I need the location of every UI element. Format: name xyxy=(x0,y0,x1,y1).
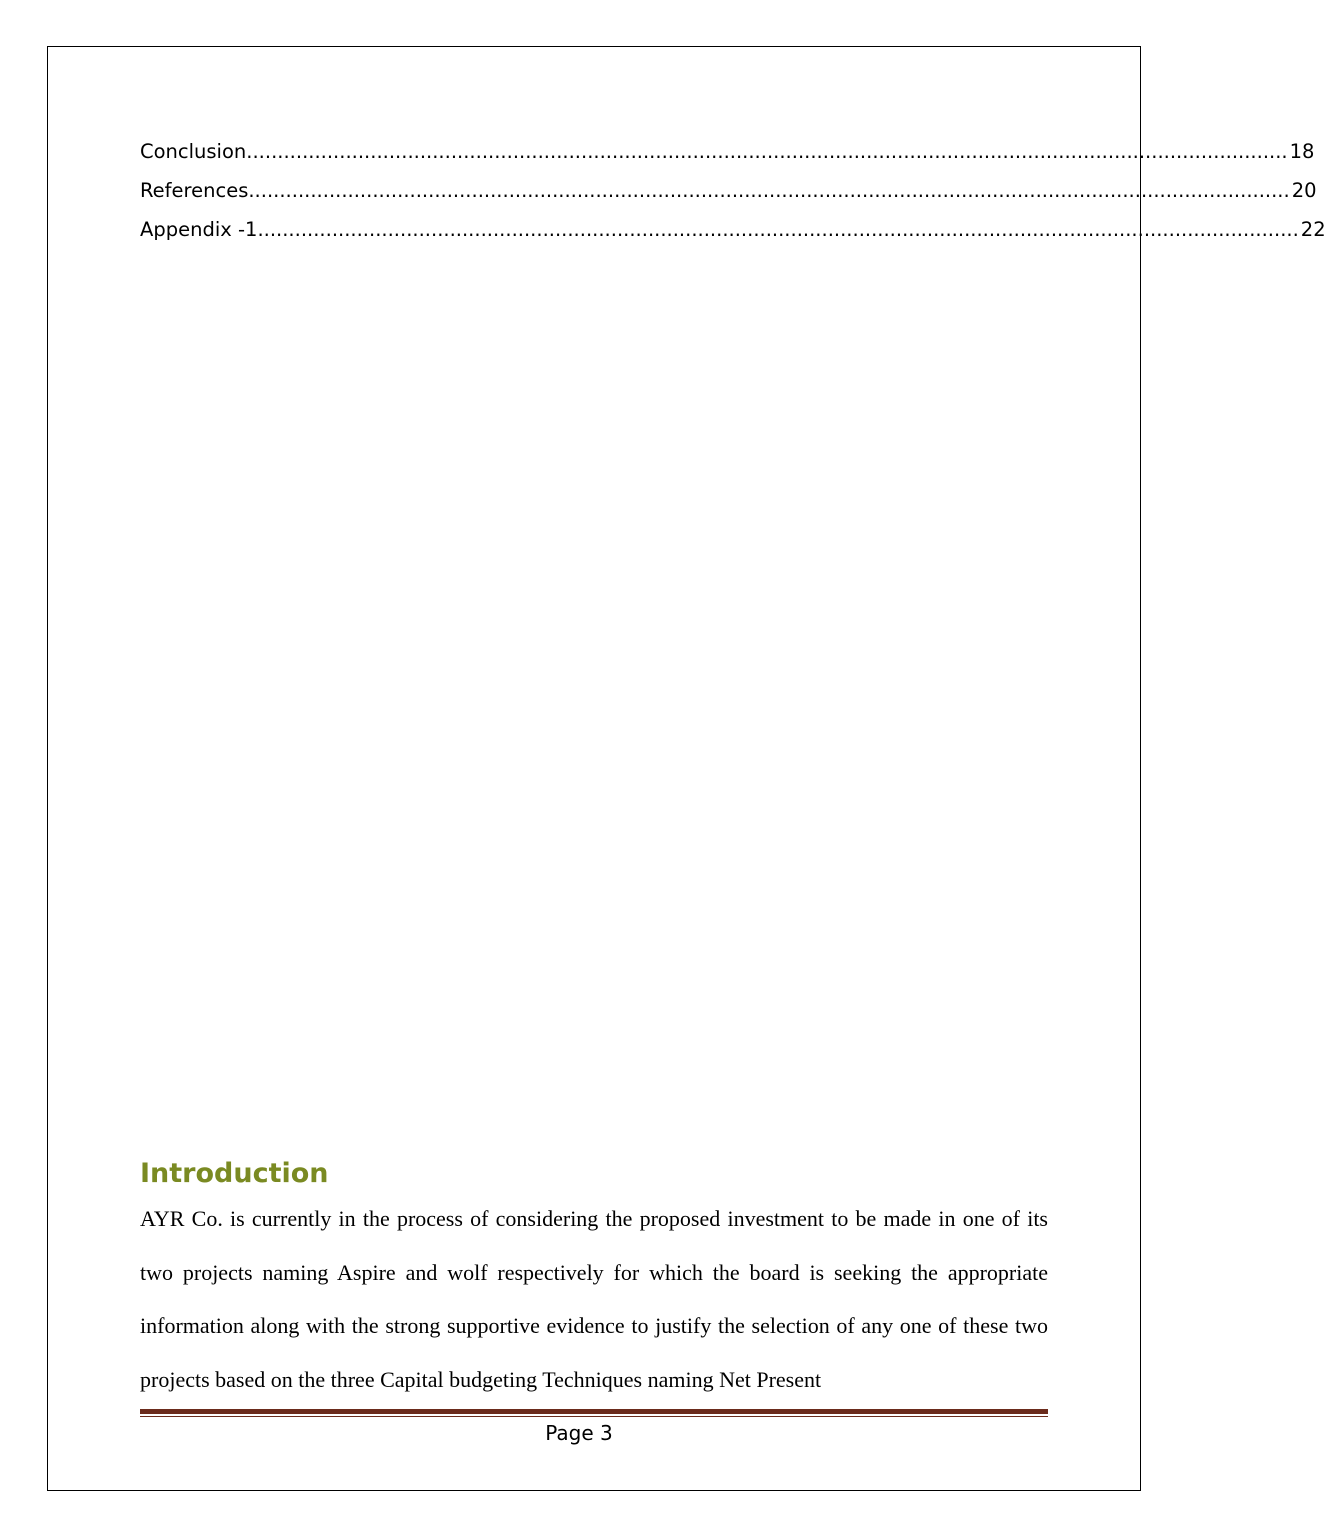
toc-entry-conclusion[interactable] xyxy=(140,139,1315,178)
toc-leader-dots: ........................................................................................................................................................................ xyxy=(257,218,1299,241)
introduction-body-container xyxy=(140,1192,1048,1400)
toc-leader-dots: ........................................................................................................................................................................ xyxy=(246,140,1288,163)
introduction-heading: Introduction xyxy=(140,1158,329,1189)
toc-entry-label: Appendix -1 xyxy=(140,218,258,241)
toc-leader-dots: ........................................................................................................................................................................ xyxy=(248,179,1290,202)
table-of-contents xyxy=(140,139,1326,256)
toc-entry-references[interactable] xyxy=(140,178,1317,217)
toc-entry-appendix[interactable] xyxy=(140,217,1326,256)
toc-entry-label: Conclusion xyxy=(140,140,247,163)
footer-rule-thick xyxy=(140,1409,1048,1414)
footer-rule-thin xyxy=(140,1416,1048,1417)
footer-page-number: Page 3 xyxy=(545,1421,613,1445)
toc-entry-page: 20 xyxy=(1291,179,1317,202)
toc-entry-label: References xyxy=(140,179,249,202)
toc-entry-page: 22 xyxy=(1300,218,1326,241)
toc-entry-page: 18 xyxy=(1289,140,1315,163)
introduction-paragraph: AYR Co. is currently in the process of considering the proposed investment to be made in one of its two projects naming Aspire and wolf respectively for which the board is seeking the appropriate information along with the strong supportive evidence to justify the selection of any one of these two projects based on the three Capital budgeting Techniques naming Net Present xyxy=(140,1206,1048,1392)
